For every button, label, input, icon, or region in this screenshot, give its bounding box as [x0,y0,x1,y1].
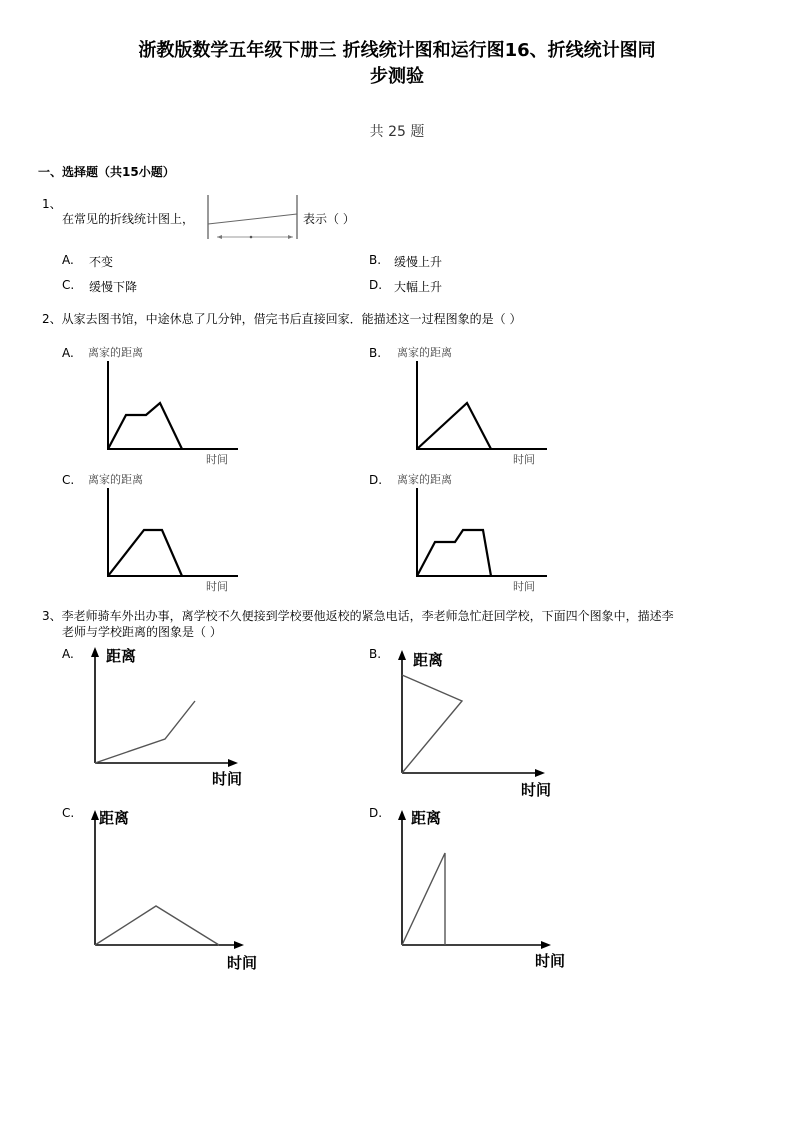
q3-a-x-arrow [228,759,238,767]
q3-text-line2: 老师与学校距离的图象是（ ） [62,625,222,639]
q1-mini-line-chart [205,193,300,243]
q3-a-line [95,701,195,763]
q1-mid-dot [250,236,253,239]
q3-d-y-arrow [398,810,406,820]
q3-b-y-arrow [398,650,406,660]
q3-a-ylabel: 距离 [106,647,137,665]
q3-text-line1: 3、李老师骑车外出办事，离学校不久便接到学校要他返校的紧急电话，李老师急忙赶回学校，下面四个图象中，描述李 [42,609,674,623]
q1-option-d-letter: D. [369,278,383,292]
q3-c-xlabel: 时间 [227,954,258,972]
section-heading: 一、选择题（共15小题） [38,165,175,179]
q2-d-ylabel: 离家的距离 [397,473,452,486]
q3-graph-d [389,805,569,975]
q3-a-xlabel: 时间 [212,770,243,788]
q3-b-xlabel: 时间 [521,781,552,799]
q1-option-c-text: 缓慢下降 [89,280,138,294]
q2-d-line [417,530,491,576]
q2-c-axes [108,488,238,576]
q1-option-a-text: 不变 [89,255,114,269]
q2-a-ylabel: 离家的距离 [88,346,143,359]
q2-d-xlabel: 时间 [513,580,535,593]
q1-number: 1、 [42,197,62,211]
q1-prefix: 在常见的折线统计图上， [62,212,195,226]
q2-option-c-letter: C. [62,473,75,487]
q3-d-x-arrow [541,941,551,949]
q3-b-ylabel: 距离 [413,651,444,669]
q3-c-x-arrow [234,941,244,949]
q2-a-line [108,403,182,449]
q2-c-ylabel: 离家的距离 [88,473,143,486]
q2-b-axes [417,361,547,449]
q3-d-ylabel: 距离 [411,809,442,827]
q3-option-a-letter: A. [62,647,74,661]
q1-option-b-letter: B. [369,253,382,267]
q2-b-ylabel: 离家的距离 [397,346,452,359]
q2-text: 2、从家去图书馆，中途休息了几分钟，借完书后直接回家．能描述这一过程图象的是（ ） [42,312,522,326]
q2-graph-d [397,470,557,595]
q3-d-line [402,853,445,945]
q3-c-y-arrow [91,810,99,820]
q2-b-line [417,403,491,449]
q2-a-xlabel: 时间 [206,453,228,466]
q2-c-xlabel: 时间 [206,580,228,593]
q3-b-line [402,675,462,773]
q2-graph-b [397,343,557,468]
q2-option-d-letter: D. [369,473,383,487]
document-title-line2: 步测验 [370,66,424,87]
q3-c-line [95,906,219,945]
q3-c-ylabel: 距离 [99,809,130,827]
q2-graph-a [88,343,248,468]
q2-a-axes [108,361,238,449]
q1-option-d-text: 大幅上升 [394,280,443,294]
q1-suffix: 表示（ ） [303,212,355,226]
q2-b-xlabel: 时间 [513,453,535,466]
question-count: 共 25 题 [369,124,425,140]
q1-option-a-letter: A. [62,253,74,267]
q1-option-b-text: 缓慢上升 [394,255,443,269]
q3-d-xlabel: 时间 [535,952,566,970]
q1-option-c-letter: C. [62,278,75,292]
q3-a-y-arrow [91,647,99,657]
q3-option-d-letter: D. [369,806,383,820]
q3-option-b-letter: B. [369,647,382,661]
q2-c-line [108,530,182,576]
q3-option-c-letter: C. [62,806,75,820]
document-title-line1: 浙教版数学五年级下册三 折线统计图和运行图16、折线统计图同 [138,40,656,61]
q3-graph-a [82,643,252,793]
q3-b-x-arrow [535,769,545,777]
q2-option-b-letter: B. [369,346,382,360]
q2-graph-c [88,470,248,595]
q3-graph-b [389,645,559,805]
q1-slight-rise-line [208,214,297,224]
q2-option-a-letter: A. [62,346,74,360]
q3-graph-c [82,805,262,975]
q2-d-axes [417,488,547,576]
